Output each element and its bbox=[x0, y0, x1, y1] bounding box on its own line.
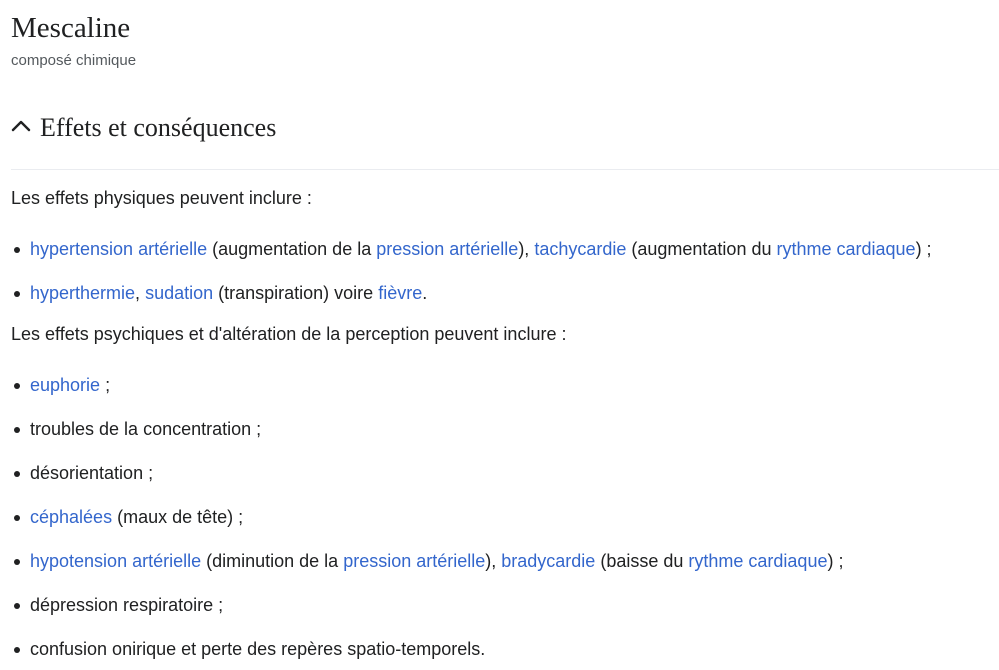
bullet-icon bbox=[14, 515, 20, 521]
physical-effects-intro: Les effets physiques peuvent inclure : bbox=[11, 188, 312, 208]
item-text: (diminution de la bbox=[201, 551, 344, 571]
link-pression-arterielle[interactable]: pression artérielle bbox=[376, 239, 519, 259]
link-sudation[interactable]: sudation bbox=[145, 282, 214, 303]
item-text: confusion onirique et perte des repères spatio-temporels. bbox=[30, 639, 486, 659]
bullet-icon bbox=[14, 471, 20, 477]
link-rythme-cardiaque[interactable]: rythme cardiaque bbox=[776, 239, 916, 259]
list-item bbox=[11, 373, 843, 417]
item-text: ), bbox=[485, 551, 502, 571]
bullet-icon bbox=[14, 291, 20, 297]
link-hypertension[interactable]: hypertension artérielle bbox=[30, 239, 208, 259]
link-euphorie[interactable]: euphorie bbox=[30, 375, 101, 395]
list-item bbox=[11, 637, 843, 670]
item-text: . bbox=[422, 282, 428, 303]
item-text: , bbox=[135, 282, 146, 303]
psychic-effects-list bbox=[11, 373, 843, 670]
link-hypotension[interactable]: hypotension artérielle bbox=[30, 551, 202, 571]
bullet-icon bbox=[14, 427, 20, 433]
chevron-up-icon[interactable] bbox=[11, 118, 31, 134]
link-fievre[interactable]: fièvre bbox=[378, 282, 423, 303]
list-item bbox=[11, 505, 843, 549]
item-text: troubles de la concentration ; bbox=[30, 419, 262, 439]
link-bradycardie[interactable]: bradycardie bbox=[501, 551, 596, 571]
link-hyperthermie[interactable]: hyperthermie bbox=[30, 282, 136, 303]
item-text: (transpiration) voire bbox=[213, 282, 379, 303]
list-item bbox=[11, 237, 932, 281]
link-pression-arterielle[interactable]: pression artérielle bbox=[343, 551, 486, 571]
item-text: (augmentation de la bbox=[207, 239, 377, 259]
item-text: désorientation ; bbox=[30, 463, 154, 483]
list-item bbox=[11, 461, 843, 505]
item-text: (maux de tête) ; bbox=[112, 507, 244, 527]
link-tachycardie[interactable]: tachycardie bbox=[534, 239, 627, 259]
item-text: ), bbox=[518, 239, 535, 259]
bullet-icon bbox=[14, 603, 20, 609]
list-item bbox=[11, 417, 843, 461]
list-item bbox=[11, 281, 932, 325]
page-subtitle: composé chimique bbox=[11, 52, 137, 69]
list-item bbox=[11, 549, 843, 593]
item-text: (baisse du bbox=[595, 551, 689, 571]
bullet-icon bbox=[14, 247, 20, 253]
link-rythme-cardiaque[interactable]: rythme cardiaque bbox=[688, 551, 828, 571]
bullet-icon bbox=[14, 647, 20, 653]
psychic-effects-intro: Les effets psychiques et d'altération de la perception peuvent inclure : bbox=[11, 324, 567, 344]
link-cephalees[interactable]: céphalées bbox=[30, 507, 113, 527]
list-item bbox=[11, 593, 843, 637]
item-text: ; bbox=[100, 375, 111, 395]
bullet-icon bbox=[14, 383, 20, 389]
physical-effects-list bbox=[11, 237, 932, 324]
page-title: Mescaline bbox=[11, 12, 131, 44]
item-text: dépression respiratoire ; bbox=[30, 595, 224, 615]
section-header-toggle[interactable] bbox=[11, 110, 999, 170]
bullet-icon bbox=[14, 559, 20, 565]
item-text: (augmentation du bbox=[626, 239, 777, 259]
item-text: ) ; bbox=[915, 239, 932, 259]
section-title: Effets et conséquences bbox=[40, 113, 277, 142]
item-text: ) ; bbox=[827, 551, 844, 571]
